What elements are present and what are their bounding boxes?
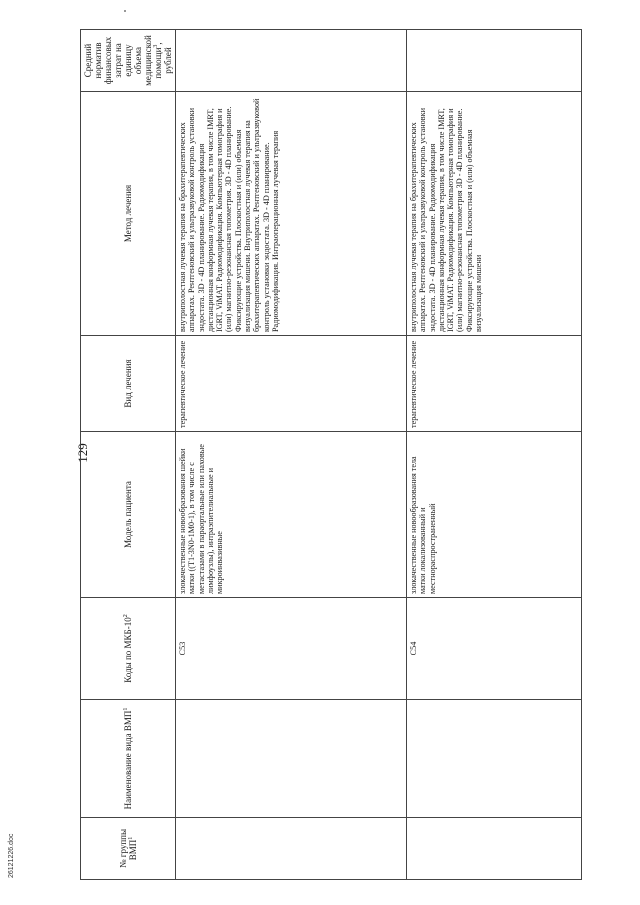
vmp-table [80,29,582,880]
cell-norm [407,30,582,92]
cell-model: злокачественные новообразования шейки матки ((T1-3N0-1M0-1), в том числе с метастазами в параортальные или паховые лимфоузлы), интраэпителиальные и микроинвазивные [176,432,407,598]
cell-norm [176,30,407,92]
header-group: № группы ВМП$^1$ [81,818,176,880]
cell-code: C54 [407,598,582,700]
cell-type: терапевтическое лечение [407,336,582,432]
cell-code: C53 [176,598,407,700]
cell-method: внутриполостная лучевая терапия на брахитерапевтических аппаратах. Рентгеновский и ультразвуковой контроль установки эндостата. 3D - 4D планирование. Радиомодификация дистанционная конформная лучевая терапия, в том числе IMRT, IGRT, ViMAT. Радиомодификация. Компьютерная томография и (или) магнитно-резонансная топометрия 3D - 4D планирование. Фиксирующие устройства. Плоскостная и (или) объемная визуализация мишени [407,92,582,336]
cell-type: терапевтическое лечение [176,336,407,432]
table-row [407,30,582,880]
cell-method: внутриполостная лучевая терапия на брахитерапевтических аппаратах. Рентгеновский и ультразвуковой контроль установки эндостата. 3D - 4D планирование. Радиомодификация дистанционная конформная лучевая терапия, в том числе IMRT, IGRT, ViMAT. Радиомодификация. Компьютерная томография и (или) магнитно-резонансная топометрия. 3D - 4D планирование. Фиксирующие устройства. Плоскостная и (или) объемная визуализация мишени. Внутриполостная лучевая терапия на брахитерапевтических аппаратах. Рентгеновский и ультразвуковой контроль установки эндостата. 3D - 4D планирование. Радиомодификация. Интраоперационная лучевая терапия [176,92,407,336]
header-codes: Коды по МКБ-$10^2$ [81,598,176,700]
header-name: Наименование вида ВМП$^1$ [81,700,176,818]
header-row [81,30,176,880]
cell-group [407,818,582,880]
cell-group [176,818,407,880]
table-row [176,30,407,880]
header-model: Модель пациента [81,432,176,598]
rotated-table-container [80,30,608,880]
cell-name [176,700,407,818]
page-number: 129 [75,443,90,463]
header-type: Вид лечения [81,336,176,432]
scan-speck [124,10,126,12]
header-method: Метод лечения [81,92,176,336]
cell-model: злокачественные новообразования тела матки локализованный и местнораспространенный [407,432,582,598]
header-norm: Средний норматив финансовых затрат на единицу объема медицинской помощи$^3$, рублей [81,30,176,92]
footer-filename: 26121226.doc [8,833,15,878]
cell-name [407,700,582,818]
